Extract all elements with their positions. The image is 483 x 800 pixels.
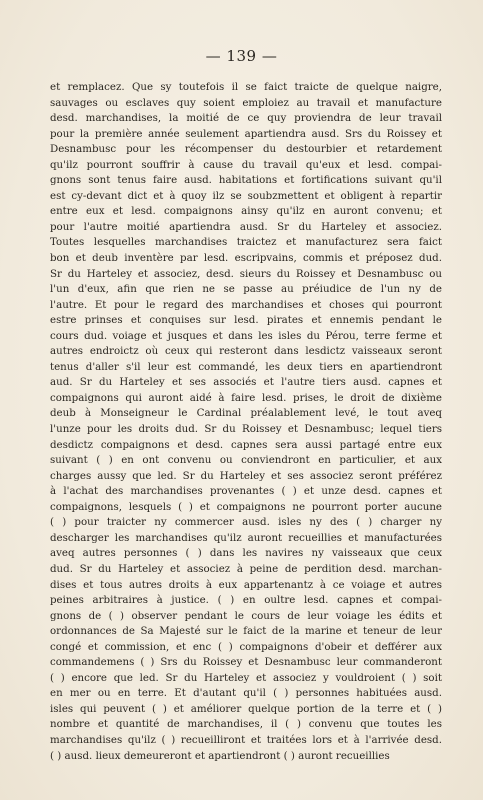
text-line: congé et commission, et enc ( ) compaignons d'obeir et defférer aux — [50, 640, 442, 653]
page-number: — 139 — — [205, 47, 278, 65]
text-line: pour l'autre moitié apartiendra ausd. Sr du Harteley et associez. — [50, 220, 442, 233]
text-line: et remplacez. Que sy toutefois il se faict traicte de quelque naigre, — [50, 81, 442, 93]
text-line: qu'ilz pourront souffrir à cause du travail qu'eux et lesd. compai- — [50, 158, 442, 171]
text-line: tenus d'aller s'il leur est commandé, les deux tiers en apartiendront — [50, 360, 442, 373]
text-line: Sr du Harteley et associez, desd. sieurs du Roissey et Desnambusc ou — [50, 267, 442, 280]
text-line: desd. marchandises, la moitié de ce quy proviendra de leur travail — [50, 112, 442, 125]
text-line: isles qui peuvent ( ) et améliorer quelque portion de la terre et ( ) — [50, 702, 442, 715]
text-line: gnons de ( ) observer pendant le cours de leur voiage les édits et — [50, 609, 442, 622]
text-line: compaignons qui auront aidé à faire lesd. prises, le droit de dixième — [50, 391, 442, 404]
text-line: descharger les marchandises qu'ilz auront recueillies et manufacturées — [50, 531, 442, 544]
text-line: desdictz compaignons et desd. capnes sera aussi partagé entre eux — [50, 438, 442, 451]
text-line: nombre et quantité de marchandises, il ( ) convenu que toutes les — [50, 718, 442, 731]
text-line: pour la première année seulement apartiendra ausd. Srs du Roissey et — [50, 127, 442, 140]
text-line: dud. Sr du Harteley et associez à peine de perdition desd. marchan- — [50, 562, 442, 575]
text-line: entre eux et lesd. compaignons ainsy qu'ilz en auront convenu; et — [50, 205, 442, 218]
text-line: aveq autres personnes ( ) dans les navires ny vaisseaux que ceux — [50, 547, 442, 560]
text-line: l'un d'eux, afin que rien ne se passe au préiudice de l'un ny de — [50, 283, 442, 296]
text-line: à l'achat des marchandises provenantes ( ) et unze desd. capnes et — [50, 485, 442, 498]
text-line: cours dud. voiage et jusques et dans les isles du Pérou, terre ferme et — [50, 329, 442, 342]
text-line: en mer ou en terre. Et d'autant qu'il ( ) personnes habituées ausd. — [50, 687, 442, 700]
text-line: bon et deub inventère par lesd. escripvains, commis et préposez dud. — [50, 252, 442, 265]
text-line: l'autre. Et pour le regard des marchandises et choses qui pourront — [50, 298, 442, 311]
text-line: estre prinses et conquises sur lesd. pirates et ennemis pendant le — [50, 314, 442, 327]
text-line: gnons sont tenus faire ausd. habitations et fortifications suivant qu'il — [50, 174, 442, 187]
text-line: Toutes lesquelles marchandises traictez et manufacturez sera faict — [50, 236, 442, 249]
text-line: peines arbitraires à justice. ( ) en oultre lesd. capnes et compai- — [50, 594, 442, 607]
text-line: aud. Sr du Harteley et ses associés et l'autre tiers ausd. capnes et — [50, 376, 442, 389]
text-line: Desnambusc pour les récompenser du destourbier et retardement — [50, 143, 442, 156]
text-line: l'unze pour les droits dud. Sr du Roissey et Desnambusc; lequel tiers — [50, 423, 442, 436]
text-line: ( ) encore que led. Sr du Harteley et associez y vouldroient ( ) soit — [50, 671, 442, 684]
text-line: charges aussy que led. Sr du Harteley et ses associez seront préférez — [50, 469, 442, 482]
body-text — [50, 80, 442, 764]
text-line: dises et tous autres droits à eux appartenantz à ce voiage et autres — [50, 578, 442, 591]
text-line: autres endroictz où ceux qui resteront dans lesdictz vaisseaux seront — [50, 345, 442, 358]
text-line: sauvages ou esclaves quy soient emploiez au travail et manufacture — [50, 96, 442, 109]
text-line: suivant ( ) en ont convenu ou conviendront en particulier, et aux — [50, 454, 442, 467]
text-line: deub à Monseigneur le Cardinal préalablement levé, le tout aveq — [50, 407, 442, 420]
text-line: commandemens ( ) Srs du Roissey et Desnambusc leur commanderont — [50, 656, 442, 669]
text-line: est cy-devant dict et à quoy ilz se soubzmettent et obligent à repartir — [50, 189, 442, 202]
text-line: ( ) ausd. lieux demeureront et apartiendront ( ) auront recueillies — [50, 749, 390, 762]
text-line: compaignons, lesquels ( ) et compaignons ne pourront porter aucune — [50, 500, 442, 513]
text-line: marchandises qu'ilz ( ) recueilliront et traitées lors et à l'arrivée desd. — [50, 733, 442, 746]
text-line: ( ) pour traicter ny commercer ausd. isles ny des ( ) charger ny — [50, 516, 442, 529]
text-line: ordonnances de Sa Majesté sur le faict de la marine et teneur de leur — [50, 625, 442, 638]
